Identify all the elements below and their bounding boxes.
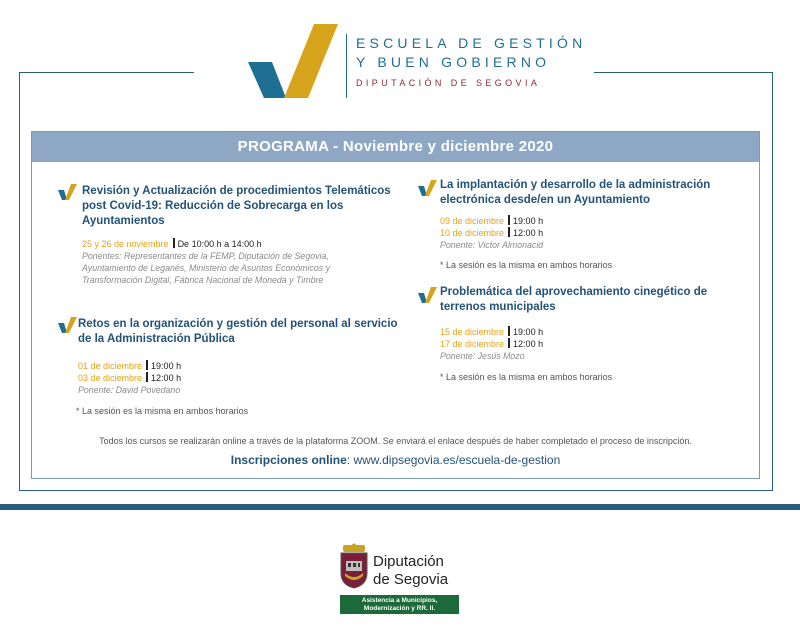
registration-url-link[interactable]: www.dipsegovia.es/escuela-de-gestion: [353, 453, 561, 467]
session-time: 19:00 h: [513, 216, 544, 226]
logo-subtitle: DIPUTACIÓN DE SEGOVIA: [356, 78, 541, 88]
registration-label: Inscripciones online: [230, 453, 347, 467]
speaker-line: Ponentes: Representantes de la FEMP, Diputación de Segovia,: [82, 251, 329, 261]
check-icon: [418, 180, 438, 196]
session-row: [440, 326, 748, 338]
session-date: 09 de diciembre: [440, 216, 505, 226]
diputacion-department-badge: [340, 595, 459, 614]
pipe-separator: [508, 227, 510, 237]
diputacion-name-line1: Diputación: [373, 553, 444, 570]
course-speaker: Ponente: Jesús Mozo: [440, 351, 525, 361]
diputacion-name-line2: de Segovia: [373, 571, 449, 588]
course-title: [440, 178, 748, 208]
session-date: 17 de diciembre: [440, 339, 505, 349]
course-sessions: [440, 215, 748, 239]
course-sessions: [78, 360, 418, 384]
footer-note: Todos los cursos se realizarán online a través de la plataforma ZOOM. Se enviará el enlace después de haber completado el proceso de inscripción.: [99, 436, 692, 446]
pipe-separator: [508, 338, 510, 348]
check-icon: [58, 317, 78, 333]
session-date: 10 de diciembre: [440, 228, 505, 238]
session-row: [78, 372, 418, 384]
course-date: 25 y 26 de noviembre: [82, 239, 169, 249]
course-speakers: [82, 250, 398, 286]
course-title-line: Ayuntamientos: [82, 215, 165, 227]
course-title: [82, 184, 398, 229]
program-box: [31, 131, 760, 479]
session-row: [78, 360, 418, 372]
course-1: [58, 184, 398, 286]
course-speaker: Ponente: Victor Almonacid: [440, 240, 544, 250]
session-row: [440, 338, 748, 350]
pipe-separator: [146, 360, 148, 370]
course-title: [440, 285, 748, 315]
session-time: 12:00 h: [513, 228, 544, 238]
course-date-row: [82, 238, 398, 250]
session-time: 19:00 h: [151, 361, 182, 371]
pipe-separator: [508, 326, 510, 336]
check-icon: [418, 287, 438, 303]
session-time: 12:00 h: [513, 339, 544, 349]
bottom-separator-bar: [0, 504, 800, 510]
diputacion-name: [373, 553, 448, 589]
frame-top-right-line: [594, 72, 772, 73]
logo-title-line1: ESCUELA DE GESTIÓN: [356, 35, 587, 51]
pipe-separator: [146, 372, 148, 382]
coat-of-arms-icon: [337, 543, 371, 589]
course-speaker: Ponente: David Povedano: [78, 385, 181, 395]
session-date: 03 de diciembre: [78, 373, 143, 383]
session-row: [440, 215, 748, 227]
course-title-line: Retos en la organización y gestión del personal al servicio: [78, 318, 398, 330]
course-note: * La sesión es la misma en ambos horarios: [440, 372, 613, 382]
department-line2: Modernización y RR. II.: [363, 605, 436, 612]
course-title-line: La implantación y desarrollo de la administración: [440, 179, 711, 191]
frame-top-left-line: [19, 72, 194, 73]
session-time: 12:00 h: [151, 373, 182, 383]
session-date: 01 de diciembre: [78, 361, 143, 371]
course-note: * La sesión es la misma en ambos horarios: [440, 260, 613, 270]
course-title-line: post Covid-19: Reducción de Sobrecarga en los: [82, 200, 344, 212]
pipe-separator: [508, 215, 510, 225]
course-sessions: [440, 326, 748, 350]
logo-title-line2: Y BUEN GOBIERNO: [356, 54, 551, 70]
speaker-line: Transformación Digital, Fábrica Nacional de Moneda y Timbre: [82, 275, 324, 285]
session-date: 15 de diciembre: [440, 327, 505, 337]
escuela-logo-check-icon: [246, 24, 342, 98]
pipe-separator: [173, 238, 175, 248]
course-title: [78, 317, 418, 347]
session-row: [440, 227, 748, 239]
speaker-line: Ayuntamiento de Leganés, Ministerio de Asuntos Económicos y: [82, 263, 331, 273]
course-title-line: Revisión y Actualización de procedimientos Telemáticos: [82, 185, 391, 197]
diputacion-logo: [337, 543, 463, 617]
course-title-line: electrónica desde/en un Ayuntamiento: [440, 194, 651, 206]
course-2: [58, 317, 418, 416]
course-title-line: de la Administración Pública: [78, 333, 235, 345]
check-icon: [58, 184, 78, 200]
course-title-line: Problemática del aprovechamiento cinegético de: [440, 286, 708, 298]
course-time: De 10:00 h a 14:00 h: [177, 239, 262, 249]
escuela-logo-text: [356, 34, 587, 88]
department-line1: Asistencia a Municipios,: [361, 597, 438, 604]
course-3: [418, 178, 748, 270]
session-time: 19:00 h: [513, 327, 544, 337]
logo-divider-line: [346, 34, 347, 98]
course-4: [418, 285, 748, 382]
registration-line: [32, 453, 759, 467]
course-title-line: terrenos municipales: [440, 301, 556, 313]
registration-separator: :: [346, 453, 354, 467]
program-header: PROGRAMA - Noviembre y diciembre 2020: [32, 132, 759, 162]
course-note: * La sesión es la misma en ambos horarios: [76, 406, 249, 416]
